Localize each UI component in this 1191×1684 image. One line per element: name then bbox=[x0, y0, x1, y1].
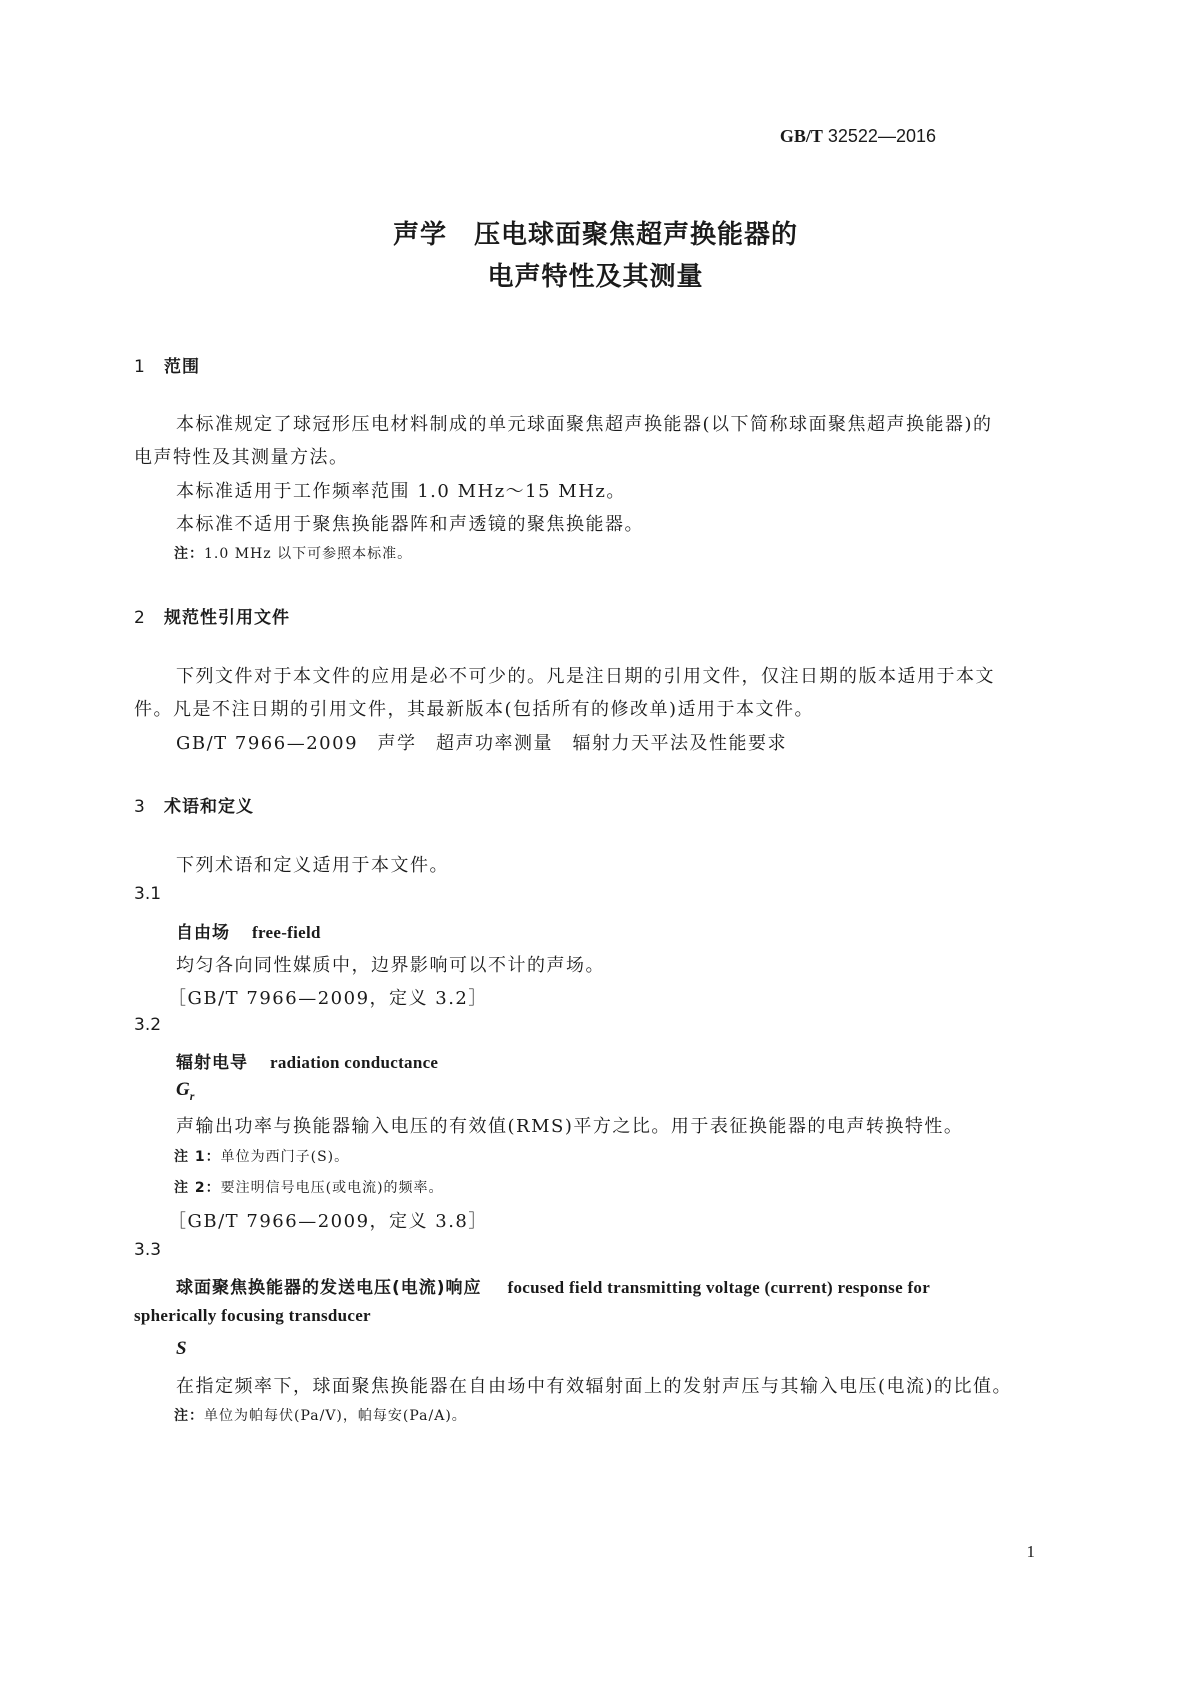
paragraph: 下列术语和定义适用于本文件。 bbox=[176, 855, 449, 876]
section-number: 1 bbox=[134, 357, 146, 377]
note bbox=[174, 543, 412, 563]
section-number: 3 bbox=[134, 797, 146, 817]
term-chinese: 球面聚焦换能器的发送电压(电流)响应 bbox=[176, 1278, 482, 1298]
term-entry bbox=[176, 1048, 438, 1073]
section-title: 术语和定义 bbox=[164, 797, 254, 817]
paragraph: 下列文件对于本文件的应用是必不可少的。凡是注日期的引用文件，仅注日期的版本适用于本文 bbox=[176, 666, 995, 687]
standard-prefix: GB/T bbox=[779, 126, 823, 146]
section-number: 2 bbox=[134, 608, 146, 628]
document-title-line-2: 电声特性及其测量 bbox=[487, 262, 704, 292]
paragraph: 本标准不适用于聚焦换能器阵和声透镜的聚焦换能器。 bbox=[176, 514, 644, 535]
note bbox=[174, 1146, 349, 1166]
note-text: 单位为西门子(S)。 bbox=[220, 1149, 350, 1165]
note-label: 注 1： bbox=[174, 1149, 221, 1165]
term-english: radiation conductance bbox=[270, 1053, 439, 1072]
term-entry bbox=[176, 1273, 930, 1298]
paragraph: 本标准适用于工作频率范围 1.0 MHz～15 MHz。 bbox=[176, 481, 626, 502]
source-reference: ［GB/T 7966—2009，定义 3.8］ bbox=[168, 1211, 488, 1232]
clause-number: 3.1 bbox=[134, 884, 162, 904]
note bbox=[174, 1177, 444, 1197]
term-chinese: 辐射电导 bbox=[176, 1053, 248, 1073]
paragraph: 件。凡是不注日期的引用文件，其最新版本(包括所有的修改单)适用于本文件。 bbox=[134, 699, 815, 720]
term-english: focused field transmitting voltage (current) response for bbox=[507, 1278, 931, 1297]
note-text: 单位为帕每伏(Pa/V)，帕每安(Pa/A)。 bbox=[204, 1408, 467, 1424]
clause-number: 3.3 bbox=[134, 1240, 162, 1260]
term-entry bbox=[176, 918, 321, 943]
note-label: 注： bbox=[174, 1408, 204, 1424]
symbol-subscript: r bbox=[189, 1088, 195, 1103]
standard-number: 32522—2016 bbox=[827, 126, 936, 146]
note-label: 注： bbox=[174, 546, 204, 562]
section-title: 规范性引用文件 bbox=[164, 608, 290, 628]
page-number: 1 bbox=[1026, 1542, 1035, 1561]
definition: 声输出功率与换能器输入电压的有效值(RMS)平方之比。用于表征换能器的电声转换特性。 bbox=[176, 1116, 964, 1137]
standard-code bbox=[780, 126, 936, 147]
note-text: 1.0 MHz 以下可参照本标准。 bbox=[204, 546, 413, 562]
note-label: 注 2： bbox=[174, 1180, 221, 1196]
source-reference: ［GB/T 7966—2009，定义 3.2］ bbox=[168, 988, 488, 1009]
term-symbol bbox=[176, 1338, 187, 1360]
paragraph: 本标准规定了球冠形压电材料制成的单元球面聚焦超声换能器(以下简称球面聚焦超声换能器)的 bbox=[176, 414, 993, 435]
term-english-continued: spherically focusing transducer bbox=[134, 1306, 371, 1325]
clause-number: 3.2 bbox=[134, 1015, 162, 1035]
normative-reference: GB/T 7966—2009 声学 超声功率测量 辐射力天平法及性能要求 bbox=[176, 733, 788, 754]
term-symbol bbox=[176, 1079, 194, 1104]
term-english: free-field bbox=[252, 923, 321, 942]
definition: 均匀各向同性媒质中，边界影响可以不计的声场。 bbox=[176, 955, 605, 976]
section-3-heading bbox=[134, 792, 254, 817]
note bbox=[174, 1405, 467, 1425]
document-title-line-1: 声学 压电球面聚焦超声换能器的 bbox=[392, 220, 798, 250]
section-2-heading bbox=[134, 603, 290, 628]
section-title: 范围 bbox=[164, 357, 200, 377]
term-chinese: 自由场 bbox=[176, 923, 230, 943]
section-1-heading bbox=[134, 352, 200, 377]
paragraph: 电声特性及其测量方法。 bbox=[134, 447, 349, 468]
note-text: 要注明信号电压(或电流)的频率。 bbox=[220, 1180, 444, 1196]
definition: 在指定频率下，球面聚焦换能器在自由场中有效辐射面上的发射声压与其输入电压(电流)的比值。 bbox=[176, 1376, 1013, 1397]
symbol-letter: S bbox=[176, 1338, 187, 1359]
symbol-letter: G bbox=[176, 1079, 190, 1100]
